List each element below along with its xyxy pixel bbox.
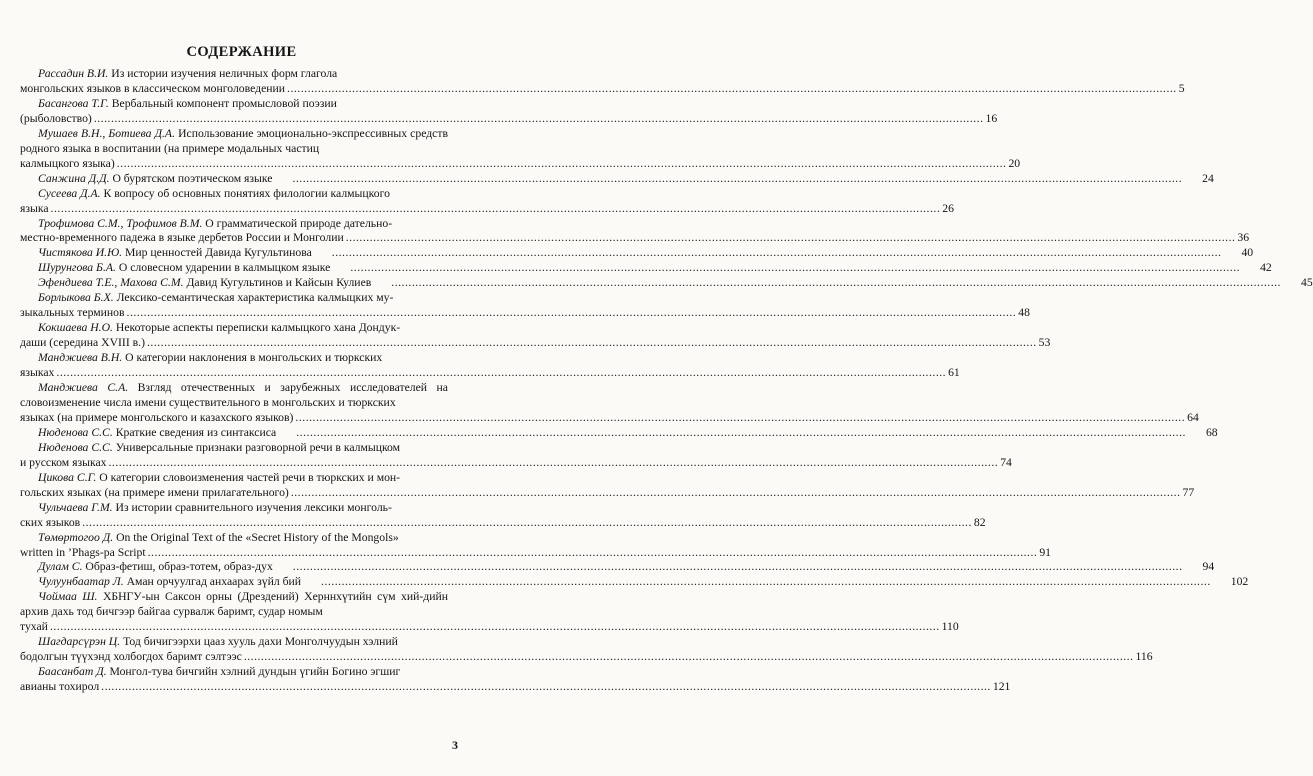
dot-leader: .................................................................................................................................................................................................................................................................... — [292, 560, 1183, 574]
toc-entry-head — [20, 590, 448, 620]
toc-title: Из истории сравнительного изучения лексики монголь- — [115, 500, 392, 514]
toc-page-number: 68 — [1205, 425, 1218, 439]
toc-title: Тод бичигээрхи цааз хууль дахи Монголчуудын хэлний — [123, 635, 398, 649]
toc-author: Басангова Т.Г. — [38, 96, 109, 110]
toc-entry — [20, 171, 1214, 187]
toc-title-continued: ских языков — [20, 515, 81, 529]
toc-entry-head — [20, 501, 448, 516]
toc-title: Из истории изучения неличных форм глагола — [111, 67, 338, 80]
toc-title: Аман орчуулгад анхаарах зүйл бий — [126, 575, 302, 589]
toc-title-continued: калмыцкого языка) — [20, 156, 115, 170]
toc-page-number: 82 — [973, 515, 986, 529]
dot-leader: .................................................................................................................................................................................................................................................................... — [49, 620, 940, 634]
toc-author: Мушаев В.Н., Ботиева Д.А. — [38, 126, 175, 140]
table-of-contents — [20, 67, 1313, 695]
toc-page-number: 20 — [1008, 156, 1021, 170]
toc-title: On the Original Text of the «Secret History of the Mongols» — [116, 530, 399, 544]
toc-author: Шурунгова Б.А. — [38, 261, 116, 275]
toc-entry-head — [20, 351, 448, 366]
toc-entry-head — [20, 217, 448, 232]
toc-entry-head — [20, 187, 448, 202]
toc-title-continued: (рыболовство) — [20, 111, 92, 125]
toc-entry — [20, 246, 1254, 261]
toc-author: Баасанбат Д. — [38, 665, 107, 679]
toc-author: Борлыкова Б.Х. — [38, 291, 114, 305]
dot-leader: .................................................................................................................................................................................................................................................................... — [56, 366, 947, 380]
toc-title-continued: языках — [20, 366, 55, 380]
toc-title-continued: авианы тохирол — [20, 680, 100, 694]
toc-page-number: 42 — [1260, 261, 1272, 275]
dot-leader: .................................................................................................................................................................................................................................................................... — [101, 680, 991, 694]
toc-entry — [20, 216, 1250, 247]
toc-page-number: 5 — [1178, 81, 1185, 95]
toc-entry — [20, 560, 1215, 575]
toc-entry — [20, 126, 1021, 172]
toc-page-number: 121 — [992, 680, 1011, 694]
dot-leader: .................................................................................................................................................................................................................................................................... — [391, 276, 1281, 290]
toc-title-continued: written in ’Phags-pa Script — [20, 545, 146, 559]
contents-heading: СОДЕРЖАНИЕ — [186, 44, 297, 60]
toc-title: Взгляд отечественных и зарубежных исследователей на словоизменение числа имени существительного в монгольских и тюркских — [20, 381, 448, 409]
toc-author: Эфендиева Т.Е., Махова С.М. — [38, 276, 184, 290]
toc-entry — [20, 470, 1195, 501]
toc-entry-head — [20, 381, 448, 411]
toc-entry — [20, 96, 998, 127]
toc-page-number: 16 — [985, 111, 998, 125]
toc-author: Дулам С. — [38, 560, 83, 574]
toc-page-number: 61 — [948, 366, 960, 380]
toc-entry-head — [20, 127, 448, 157]
toc-page-number: 77 — [1182, 485, 1195, 499]
toc-title: Давид Кугультинов и Кайсын Кулиев — [186, 276, 372, 290]
toc-entry — [20, 261, 1272, 276]
toc-entry-head — [20, 291, 448, 306]
toc-title-continued: языках (на примере монгольского и казахского языков) — [20, 410, 294, 424]
toc-author: Нюденова С.С. — [38, 425, 113, 439]
toc-title-continued: монгольских языков в классическом монголоведении — [20, 81, 286, 95]
toc-entry — [20, 575, 1249, 590]
toc-entry — [20, 67, 1185, 97]
toc-page-number: 26 — [942, 201, 954, 215]
toc-entry — [20, 500, 986, 531]
toc-entry-head — [20, 441, 448, 456]
toc-page-number: 48 — [1018, 306, 1030, 320]
toc-author: Нюденова С.С. — [38, 440, 113, 454]
page-number: 3 — [452, 738, 458, 752]
toc-author: Шагдарсүрэн Ц. — [38, 635, 121, 649]
toc-title: К вопросу об основных понятиях филологии калмыцкого — [103, 186, 390, 200]
toc-title: О словесном ударении в калмыцком языке — [118, 261, 331, 275]
toc-title: Универсальные признаки разговорной речи в калмыцком — [115, 440, 401, 454]
toc-entry-head — [20, 97, 448, 112]
toc-title-continued: местно-временного падежа в языке дербетов России и Монголии — [20, 231, 344, 245]
toc-title-continued: гольских языках (на примере имени прилагательного) — [20, 485, 289, 499]
toc-entry — [20, 440, 1012, 471]
toc-entry-head — [20, 635, 448, 650]
dot-leader: .................................................................................................................................................................................................................................................................... — [108, 455, 999, 469]
toc-author: Трофимова С.М., Трофимов В.М. — [38, 216, 203, 230]
toc-author: Чистякова И.Ю. — [38, 246, 123, 260]
toc-entry — [20, 186, 954, 217]
toc-entry — [20, 590, 959, 635]
toc-title: Вербальный компонент промысловой поэзии — [111, 96, 337, 110]
toc-author: Сусеева Д.А. — [38, 186, 101, 200]
dot-leader: .................................................................................................................................................................................................................................................................... — [146, 336, 1037, 350]
dot-leader: .................................................................................................................................................................................................................................................................... — [292, 171, 1183, 185]
dot-leader: .................................................................................................................................................................................................................................................................... — [350, 261, 1241, 275]
toc-entry — [20, 291, 1030, 321]
dot-leader: .................................................................................................................................................................................................................................................................... — [116, 156, 1007, 170]
toc-author: Манджиева С.А. — [38, 381, 129, 395]
toc-entry-head — [20, 665, 448, 680]
toc-title: ХБНГУ-ын Саксон орны (Дрездений) Херннхүтийн сүм хий-дийн архив дахь тод бичгээр байгаа сурвалж баримт, судар номым — [20, 590, 449, 619]
dot-leader: .................................................................................................................................................................................................................................................................... — [287, 81, 1177, 95]
toc-title: Краткие сведения из синтаксиса — [115, 425, 277, 439]
toc-page-number: 110 — [941, 620, 959, 634]
toc-page-number: 24 — [1202, 171, 1214, 185]
toc-page-number: 74 — [1000, 455, 1012, 469]
toc-title-continued: и русском языках — [20, 455, 107, 469]
dot-leader: .................................................................................................................................................................................................................................................................... — [296, 425, 1186, 439]
toc-title: Мир ценностей Давида Кугультинова — [125, 246, 312, 260]
toc-entry — [20, 321, 1051, 351]
dot-leader: .................................................................................................................................................................................................................................................................... — [147, 545, 1038, 559]
toc-author: Төмөртогоо Д. — [38, 530, 114, 544]
dot-leader: .................................................................................................................................................................................................................................................................... — [243, 650, 1134, 664]
toc-author: Санжина Д.Д. — [38, 171, 110, 185]
toc-title-continued: зыкальных терминов — [20, 306, 125, 320]
dot-leader: .................................................................................................................................................................................................................................................................... — [345, 231, 1236, 245]
toc-entry — [20, 425, 1218, 441]
dot-leader: .................................................................................................................................................................................................................................................................... — [331, 246, 1222, 260]
toc-author: Чулуунбаатар Л. — [38, 575, 124, 589]
toc-page-number: 64 — [1187, 410, 1199, 424]
toc-page-number: 94 — [1202, 560, 1215, 574]
dot-leader: .................................................................................................................................................................................................................................................................... — [295, 410, 1186, 424]
toc-title: О бурятском поэтическом языке — [112, 171, 273, 185]
toc-author: Цикова С.Г. — [38, 470, 97, 484]
toc-title-continued: языка — [20, 201, 49, 215]
dot-leader: .................................................................................................................................................................................................................................................................... — [50, 201, 941, 215]
toc-title: О категории словоизменения частей речи в тюркских и мон- — [99, 470, 401, 484]
toc-title-continued: даши (середина XVIII в.) — [20, 336, 145, 350]
toc-title: Лексико-семантическая характеристика калмыцких му- — [116, 291, 394, 305]
toc-page-number: 45 — [1300, 276, 1313, 290]
toc-author: Рассадин В.И. — [38, 67, 109, 80]
toc-author: Чоймаа Ш. — [38, 590, 98, 604]
toc-title: Некоторые аспекты переписки калмыцкого хана Дондук- — [115, 321, 401, 335]
dot-leader: .................................................................................................................................................................................................................................................................... — [290, 485, 1181, 499]
toc-title-continued: тухай — [20, 620, 48, 634]
toc-entry — [20, 530, 1051, 561]
toc-author: Чульчаева Г.М. — [38, 500, 113, 514]
toc-title-continued: бодолгын түүхэнд холбогдох баримт сэлтээс — [20, 650, 242, 664]
toc-author: Кокшаева Н.О. — [38, 321, 113, 335]
toc-title: Использование эмоционально-экспрессивных средств родного языка в воспитании (на примере модальных частиц — [20, 126, 448, 155]
dot-leader: .................................................................................................................................................................................................................................................................... — [126, 306, 1017, 320]
toc-entry — [20, 276, 1313, 291]
dot-leader: .................................................................................................................................................................................................................................................................... — [82, 515, 972, 529]
toc-entry — [20, 635, 1153, 665]
toc-title: О категории наклонения в монгольских и тюркских — [125, 351, 383, 365]
toc-page-number: 36 — [1237, 231, 1250, 245]
toc-author: Манджиева В.Н. — [38, 351, 123, 365]
dot-leader: .................................................................................................................................................................................................................................................................... — [93, 111, 984, 125]
toc-entry-head — [20, 321, 448, 336]
toc-page-number: 91 — [1039, 545, 1051, 559]
toc-entry-head — [20, 531, 448, 546]
dot-leader: .................................................................................................................................................................................................................................................................... — [321, 575, 1211, 589]
toc-entry — [20, 665, 1011, 695]
toc-entry — [20, 351, 960, 381]
toc-title: Монгол-тува бичгийн хэлний дундын үгийн Богино эгшиг — [109, 665, 401, 679]
toc-page-number: 53 — [1038, 336, 1051, 350]
toc-entry-head — [20, 67, 448, 82]
toc-entry-head — [20, 471, 448, 486]
toc-page-number: 40 — [1241, 246, 1254, 260]
toc-page-number: 116 — [1135, 650, 1153, 664]
toc-page-number: 102 — [1230, 575, 1249, 589]
toc-title: Образ-фетиш, образ-тотем, образ-дух — [85, 560, 273, 574]
toc-title: О грамматической природе дательно- — [205, 216, 393, 230]
toc-entry — [20, 381, 1199, 426]
